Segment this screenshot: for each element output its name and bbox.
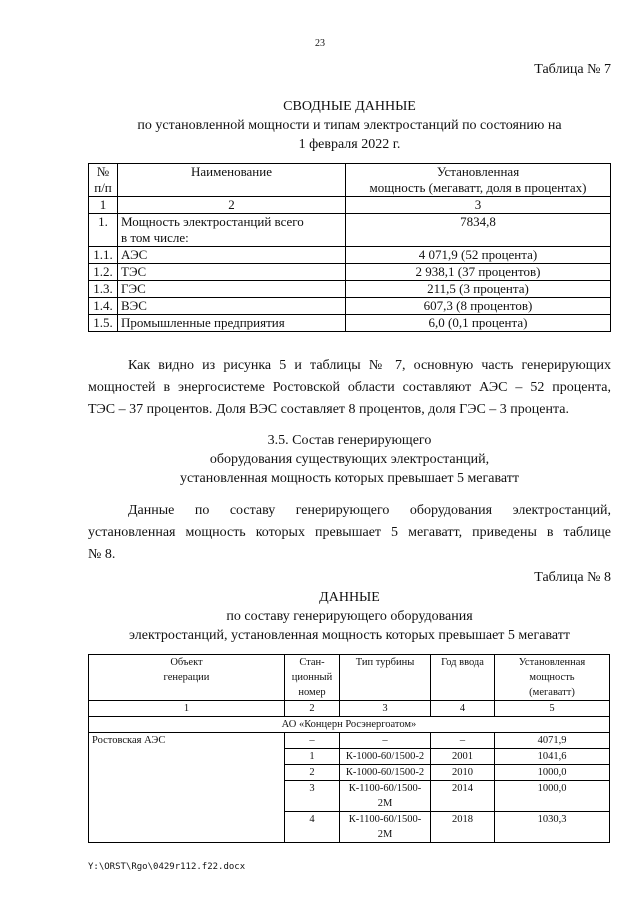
table-group-row: АО «Концерн Росэнергоатом» <box>89 717 610 733</box>
table-colnum-row: 1 2 3 4 5 <box>89 701 610 717</box>
header-name: Наименование <box>118 164 346 197</box>
table-row: 4 К-1100-60/1500- 2М 2018 1030,3 <box>89 812 610 843</box>
table8-subtitle-2: электростанций, установленная мощность которых превышает 5 мегаватт <box>129 628 570 643</box>
table-row: 1.1. АЭС 4 071,9 (52 процента) <box>89 247 611 264</box>
header-station: Стан- ционный номер <box>285 655 340 701</box>
object-name: Ростовская АЭС <box>89 733 285 843</box>
table8-title <box>88 588 611 645</box>
table-header-row <box>89 655 610 701</box>
table-row: 1.5. Промышленные предприятия 6,0 (0,1 процента) <box>89 315 611 332</box>
paragraph-2: Данные по составу генерирующего оборудования электростанций, установленная мощность которых превышает 5 мегаватт, приведены в таблице № 8. <box>88 503 611 562</box>
file-path-footer: Y:\ORST\Rgo\0429r112.f22.docx <box>88 862 246 872</box>
table-row: 1.2. ТЭС 2 938,1 (37 процентов) <box>89 264 611 281</box>
table8-title-main: ДАННЫЕ <box>319 590 380 605</box>
header-capacity: Установленная мощность (мегаватт) <box>495 655 610 701</box>
table7-title <box>88 97 611 154</box>
header-capacity: Установленная мощность (мегаватт, доля в процентах) <box>346 164 611 197</box>
table7-subtitle-2: 1 февраля 2022 г. <box>298 137 401 152</box>
table-row: 1.3. ГЭС 211,5 (3 процента) <box>89 281 611 298</box>
table8 <box>88 654 610 843</box>
table7-subtitle-1: по установленной мощности и типам электростанций по состоянию на <box>137 118 562 133</box>
table-row: Ростовская АЭС – – – 4071,9 <box>89 733 610 749</box>
table7-label: Таблица № 7 <box>534 62 611 77</box>
paragraph-1: Как видно из рисунка 5 и таблицы № 7, основную часть генерирующих мощностей в энергосистеме Ростовской области составляют АЭС – 52 процента, ТЭС – 37 процентов. Доля ВЭС составляет 8 процентов, доля ГЭС – 3 процента. <box>88 358 611 417</box>
table-row: 1 К-1000-60/1500-2 2001 1041,6 <box>89 749 610 765</box>
page-number: 23 <box>315 38 325 49</box>
table-header-row <box>89 164 611 197</box>
table-colnum-row: 1 2 3 <box>89 197 611 214</box>
section-heading: 3.5. Состав генерирующего оборудования существующих электростанций, установленная мощность которых превышает 5 мегаватт <box>179 433 519 486</box>
table-row: 1.4. ВЭС 607,3 (8 процентов) <box>89 298 611 315</box>
table-row: 1. Мощность электростанций всего в том числе: 7834,8 <box>89 214 611 247</box>
header-num: № п/п <box>89 164 118 197</box>
table7-title-main: СВОДНЫЕ ДАННЫЕ <box>283 99 416 114</box>
table8-subtitle-1: по составу генерирующего оборудования <box>226 609 473 624</box>
table-row: 2 К-1000-60/1500-2 2010 1000,0 <box>89 765 610 781</box>
header-turbine: Тип турбины <box>340 655 431 701</box>
header-object: Объект генерации <box>89 655 285 701</box>
table8-label: Таблица № 8 <box>534 570 611 585</box>
table-row: 3 К-1100-60/1500- 2М 2014 1000,0 <box>89 781 610 812</box>
header-year: Год ввода <box>431 655 495 701</box>
table7 <box>88 163 611 332</box>
